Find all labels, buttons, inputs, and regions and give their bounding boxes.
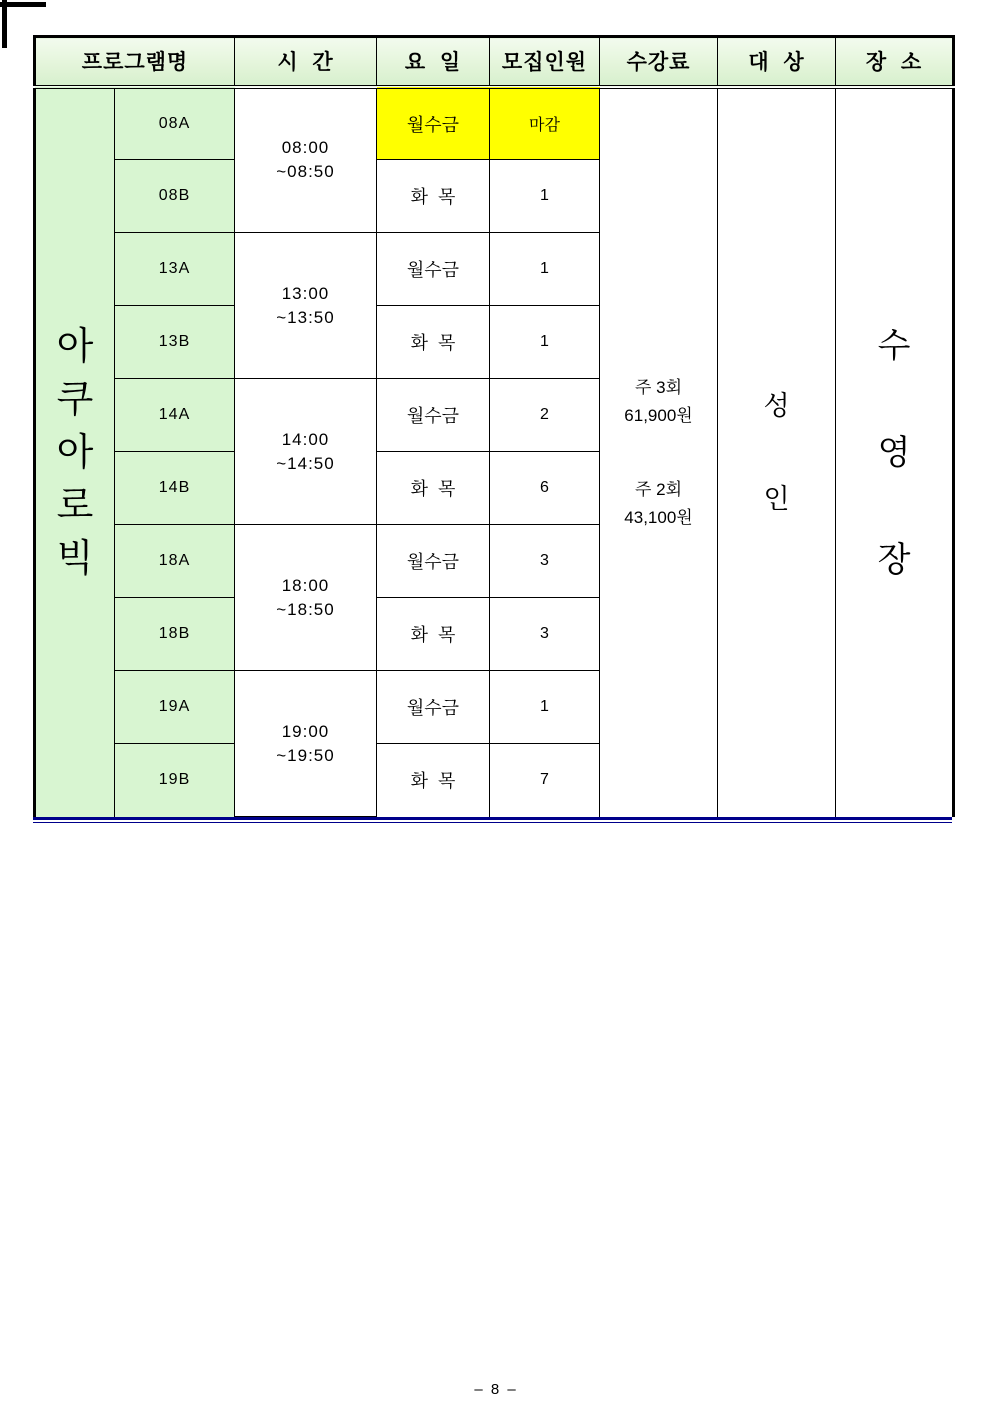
class-code-cell: 14B bbox=[115, 452, 235, 525]
time-start: 08:00 bbox=[281, 138, 330, 158]
class-code-cell: 08A bbox=[115, 87, 235, 160]
time-start: 14:00 bbox=[281, 429, 330, 449]
class-code-cell: 14A bbox=[115, 379, 235, 452]
header-row bbox=[35, 37, 954, 87]
target-cell bbox=[718, 87, 836, 817]
class-code-cell: 19B bbox=[115, 744, 235, 817]
program-char: 빅 bbox=[56, 537, 94, 580]
time-cell bbox=[235, 525, 377, 671]
header-day: 요 일 bbox=[377, 37, 490, 87]
capacity-cell: 3 bbox=[490, 525, 600, 598]
place-char: 수 bbox=[877, 326, 911, 365]
days-cell: 화 목 bbox=[377, 160, 490, 233]
fee-2x-label: 주 2회 bbox=[634, 479, 682, 499]
program-char: 아 bbox=[56, 431, 94, 474]
header-program-name: 프로그램명 bbox=[35, 37, 235, 87]
days-cell: 월수금 bbox=[377, 379, 490, 452]
class-code-cell: 18A bbox=[115, 525, 235, 598]
capacity-cell: 3 bbox=[490, 598, 600, 671]
time-end: ~13:50 bbox=[276, 307, 335, 327]
header-time: 시 간 bbox=[235, 37, 377, 87]
header-capacity: 모집인원 bbox=[490, 37, 600, 87]
time-end: ~14:50 bbox=[276, 453, 335, 473]
class-code-cell: 13B bbox=[115, 306, 235, 379]
fee-2x-price: 43,100원 bbox=[624, 507, 693, 527]
capacity-cell: 2 bbox=[490, 379, 600, 452]
program-schedule-table bbox=[33, 35, 955, 817]
time-start: 18:00 bbox=[281, 575, 330, 595]
fee-info bbox=[600, 374, 717, 532]
target-char: 인 bbox=[763, 483, 790, 514]
class-code-cell: 13A bbox=[115, 233, 235, 306]
target-char: 성 bbox=[763, 390, 790, 421]
days-cell: 화 목 bbox=[377, 744, 490, 817]
fee-2x-group bbox=[624, 476, 692, 532]
days-cell: 화 목 bbox=[377, 306, 490, 379]
days-cell: 월수금 bbox=[377, 525, 490, 598]
capacity-cell: 6 bbox=[490, 452, 600, 525]
place-vertical bbox=[836, 326, 952, 579]
time-end: ~19:50 bbox=[276, 745, 335, 765]
corner-crop-mark-vertical bbox=[2, 0, 7, 48]
capacity-cell: 1 bbox=[490, 306, 600, 379]
time-end: ~18:50 bbox=[276, 599, 335, 619]
program-name-vertical bbox=[36, 325, 114, 580]
time-start: 13:00 bbox=[281, 283, 330, 303]
days-cell: 화 목 bbox=[377, 598, 490, 671]
header-fee: 수강료 bbox=[600, 37, 718, 87]
time-cell bbox=[235, 379, 377, 525]
fee-3x-price: 61,900원 bbox=[624, 405, 693, 425]
days-cell: 화 목 bbox=[377, 452, 490, 525]
fee-cell bbox=[600, 87, 718, 817]
schedule-table-wrap bbox=[33, 35, 952, 823]
program-char: 로 bbox=[56, 484, 94, 527]
class-code-cell: 19A bbox=[115, 671, 235, 744]
days-cell: 월수금 bbox=[377, 233, 490, 306]
days-cell: 월수금 bbox=[377, 87, 490, 160]
capacity-cell: 1 bbox=[490, 671, 600, 744]
target-vertical bbox=[718, 390, 835, 514]
time-end: ~08:50 bbox=[276, 162, 335, 182]
fee-3x-group bbox=[624, 374, 692, 430]
table-bottom-double-rule bbox=[33, 817, 952, 823]
fee-3x-label: 주 3회 bbox=[634, 377, 682, 397]
program-char: 아 bbox=[56, 325, 94, 368]
header-place: 장 소 bbox=[836, 37, 954, 87]
place-char: 영 bbox=[877, 433, 911, 472]
capacity-cell: 1 bbox=[490, 233, 600, 306]
page-number: – 8 – bbox=[474, 1381, 518, 1398]
table-row bbox=[35, 87, 954, 160]
class-code-cell: 18B bbox=[115, 598, 235, 671]
time-start: 19:00 bbox=[281, 721, 330, 741]
place-char: 장 bbox=[877, 540, 911, 579]
time-cell bbox=[235, 87, 377, 233]
capacity-cell: 7 bbox=[490, 744, 600, 817]
capacity-cell: 1 bbox=[490, 160, 600, 233]
program-name-cell bbox=[35, 87, 115, 817]
capacity-cell: 마감 bbox=[490, 87, 600, 160]
program-char: 쿠 bbox=[56, 378, 94, 421]
header-target: 대 상 bbox=[718, 37, 836, 87]
time-cell bbox=[235, 671, 377, 817]
days-cell: 월수금 bbox=[377, 671, 490, 744]
place-cell bbox=[836, 87, 954, 817]
time-cell bbox=[235, 233, 377, 379]
class-code-cell: 08B bbox=[115, 160, 235, 233]
